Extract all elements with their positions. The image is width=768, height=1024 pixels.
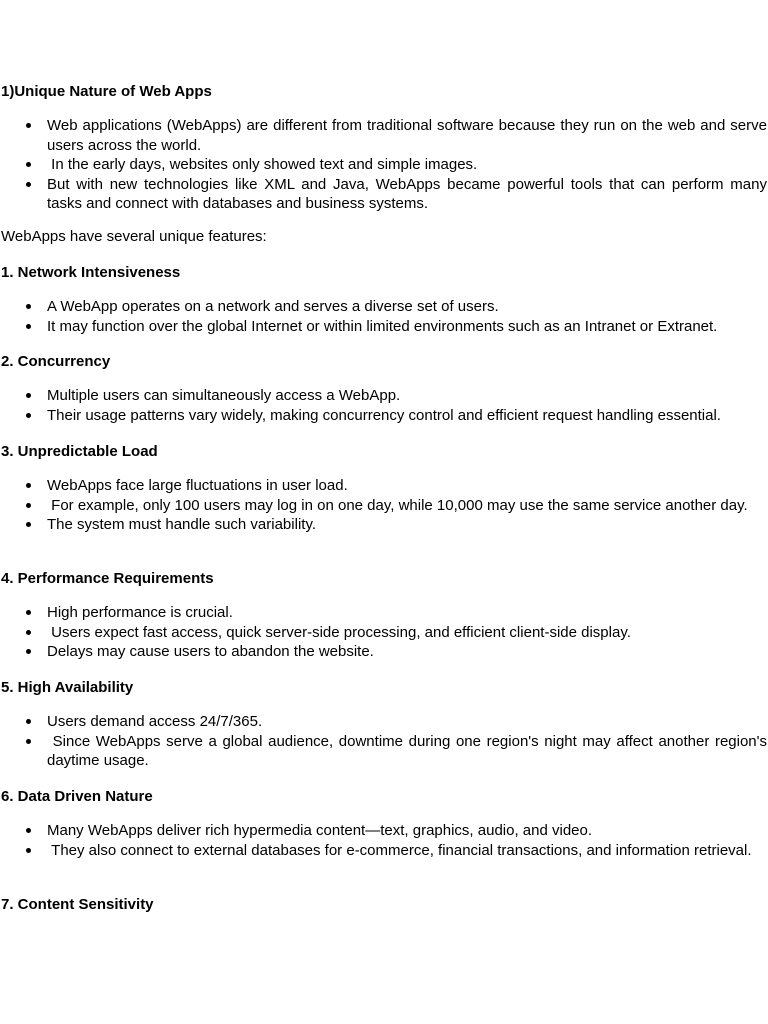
list-item-text: Web applications (WebApps) are different from traditional software because they run on the web and serve users across the world. — [47, 117, 767, 154]
list-item — [0, 155, 767, 175]
bullet-icon — [26, 162, 31, 167]
bullet-icon — [26, 739, 31, 744]
bullet-icon — [26, 182, 31, 187]
list-item-text: In the early days, websites only showed text and simple images. — [47, 156, 478, 173]
list-item-text: High performance is crucial. — [47, 604, 233, 621]
list-item — [0, 476, 767, 496]
bullet-icon — [26, 393, 31, 398]
list-item — [0, 515, 767, 535]
list-item — [0, 406, 767, 426]
list-item-text: Delays may cause users to abandon the website. — [47, 643, 374, 660]
list-item-text: A WebApp operates on a network and serves a diverse set of users. — [47, 298, 499, 315]
list-item — [0, 712, 767, 732]
list-item-text: WebApps face large fluctuations in user load. — [47, 477, 348, 494]
concurrency-bullet-list — [0, 386, 767, 425]
list-item-text: It may function over the global Internet or within limited environments such as an Intranet or Extranet. — [47, 317, 718, 335]
section-heading-concurrency: 2. Concurrency — [1, 353, 111, 370]
section-heading-performance: 4. Performance Requirements — [1, 570, 214, 587]
bullet-icon — [26, 324, 31, 329]
bullet-icon — [26, 610, 31, 615]
list-item — [0, 603, 767, 623]
list-item-text: Users expect fast access, quick server-side processing, and efficient client-side display. — [47, 623, 631, 641]
bullet-icon — [26, 304, 31, 309]
bullet-icon — [26, 630, 31, 635]
bullet-icon — [26, 123, 31, 128]
section-heading-unpredictable-load: 3. Unpredictable Load — [1, 443, 158, 460]
list-item — [0, 821, 767, 841]
intro-bullet-list — [0, 116, 767, 214]
section-heading-unique-nature: 1)Unique Nature of Web Apps — [1, 83, 212, 100]
list-item-text: Users demand access 24/7/365. — [47, 713, 263, 730]
list-item — [0, 623, 767, 643]
list-item-text: Multiple users can simultaneously access a WebApp. — [47, 387, 401, 404]
network-bullet-list — [0, 297, 767, 336]
load-bullet-list — [0, 476, 767, 535]
section-heading-high-availability: 5. High Availability — [1, 679, 134, 696]
bullet-icon — [26, 522, 31, 527]
bullet-icon — [26, 719, 31, 724]
list-item — [0, 116, 767, 155]
performance-bullet-list — [0, 603, 767, 662]
bullet-icon — [26, 483, 31, 488]
intro-paragraph: WebApps have several unique features: — [1, 228, 267, 245]
list-item — [0, 297, 767, 317]
availability-bullet-list — [0, 712, 767, 771]
bullet-icon — [26, 649, 31, 654]
section-heading-network-intensiveness: 1. Network Intensiveness — [1, 264, 181, 281]
list-item — [0, 841, 767, 861]
list-item-text: Their usage patterns vary widely, making concurrency control and efficient request handling essential. — [47, 406, 721, 424]
bullet-icon — [26, 413, 31, 418]
bullet-icon — [26, 848, 31, 853]
section-heading-data-driven: 6. Data Driven Nature — [1, 788, 153, 805]
list-item-text: For example, only 100 users may log in on one day, while 10,000 may use the same service another day. — [47, 496, 748, 514]
data-driven-bullet-list — [0, 821, 767, 860]
list-item-text: The system must handle such variability. — [47, 516, 316, 533]
section-heading-content-sensitivity: 7. Content Sensitivity — [1, 896, 154, 913]
list-item — [0, 732, 767, 771]
list-item-text: They also connect to external databases for e-commerce, financial transactions, and information retrieval. — [47, 841, 752, 859]
list-item — [0, 386, 767, 406]
list-item-text: Since WebApps serve a global audience, downtime during one region's night may affect another region's daytime usage. — [47, 732, 768, 769]
bullet-icon — [26, 503, 31, 508]
list-item — [0, 642, 767, 662]
list-item-text: Many WebApps deliver rich hypermedia content—text, graphics, audio, and video. — [47, 822, 593, 839]
list-item — [0, 317, 767, 337]
bullet-icon — [26, 828, 31, 833]
list-item — [0, 496, 767, 516]
list-item — [0, 175, 767, 214]
list-item-text: But with new technologies like XML and Java, WebApps became powerful tools that can perform many tasks and connect with databases and business systems. — [47, 175, 767, 212]
